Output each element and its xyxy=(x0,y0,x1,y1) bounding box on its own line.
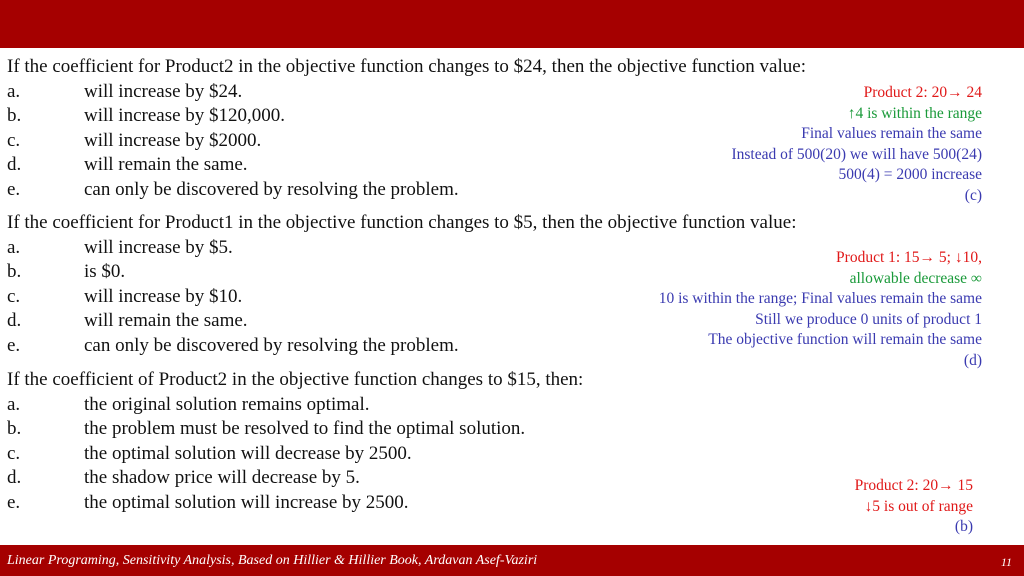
option-text: the problem must be resolved to find the optimal solution. xyxy=(84,418,526,440)
option-text: the optimal solution will increase by 2500. xyxy=(84,491,409,513)
option-text: will increase by $120,000. xyxy=(84,105,286,127)
option-letter: c. xyxy=(7,285,21,307)
option-text: will increase by $24. xyxy=(84,80,243,102)
note-line: Instead of 500(20) we will have 500(24) xyxy=(731,145,982,163)
option-letter: b. xyxy=(7,105,22,127)
option-a xyxy=(7,393,583,418)
question-stem: If the coefficient for Product1 in the objective function changes to $5, then the objective function value: xyxy=(7,212,797,233)
option-letter: a. xyxy=(7,80,21,102)
note-answer: (d) xyxy=(963,351,982,369)
note-line: Final values remain the same xyxy=(801,125,982,142)
option-letter: a. xyxy=(7,393,21,415)
option-text: the optimal solution will decrease by 2500. xyxy=(84,442,412,464)
page-number: 11 xyxy=(1000,555,1012,569)
option-letter: d. xyxy=(7,467,22,489)
option-letter: e. xyxy=(7,178,21,200)
note-line: 10 is within the range; Final values remain the same xyxy=(658,290,982,307)
option-c xyxy=(7,129,806,154)
option-text: will increase by $5. xyxy=(84,236,233,258)
footer-text: Linear Programing, Sensitivity Analysis, Based on Hillier & Hillier Book, Ardavan Asef-Vaziri xyxy=(7,553,538,568)
note-line: Product 2: 20→ 24 xyxy=(863,84,982,101)
option-letter: b. xyxy=(7,418,22,440)
answer-note-3 xyxy=(855,476,973,538)
note-answer: (c) xyxy=(964,186,982,204)
option-text: the shadow price will decrease by 5. xyxy=(84,467,360,489)
question-stem: If the coefficient of Product2 in the objective function changes to $15, then: xyxy=(7,369,584,390)
option-text: will remain the same. xyxy=(84,154,248,176)
question-1 xyxy=(7,55,806,203)
answer-note-2 xyxy=(659,248,982,371)
option-letter: e. xyxy=(7,334,21,356)
option-letter: c. xyxy=(7,129,21,151)
note-answer: (b) xyxy=(954,518,973,535)
option-text: the original solution remains optimal. xyxy=(84,393,370,415)
option-c xyxy=(7,442,583,467)
option-text: can only be discovered by resolving the problem. xyxy=(84,178,459,200)
option-d xyxy=(7,153,806,178)
option-letter: b. xyxy=(7,261,22,283)
option-b xyxy=(7,104,806,129)
note-line: ↑4 is within the range xyxy=(847,104,982,122)
note-line: Still we produce 0 units of product 1 xyxy=(755,310,982,328)
option-text: will remain the same. xyxy=(84,310,248,332)
note-line: 500(4) = 2000 increase xyxy=(838,166,982,183)
option-letter: d. xyxy=(7,310,22,332)
option-letter: e. xyxy=(7,491,21,513)
question-stem: If the coefficient for Product2 in the objective function changes to $24, then the objective function value: xyxy=(7,56,806,77)
note-line: allowable decrease ∞ xyxy=(849,269,982,287)
note-line: The objective function will remain the same xyxy=(708,331,982,348)
option-letter: d. xyxy=(7,154,22,176)
note-line: Product 1: 15→ 5; ↓10, xyxy=(836,249,982,266)
option-e xyxy=(7,491,583,516)
option-e xyxy=(7,178,806,203)
option-letter: a. xyxy=(7,236,21,258)
option-letter: c. xyxy=(7,442,21,464)
option-b xyxy=(7,417,583,442)
option-text: will increase by $10. xyxy=(84,285,243,307)
answer-note-1 xyxy=(731,83,982,206)
note-line: ↓5 is out of range xyxy=(864,497,973,515)
option-a xyxy=(7,80,806,105)
note-line: Product 2: 20→ 15 xyxy=(854,477,973,494)
option-text: can only be discovered by resolving the problem. xyxy=(84,334,459,356)
option-text: is $0. xyxy=(84,261,126,283)
title-bar xyxy=(0,0,1024,48)
option-text: will increase by $2000. xyxy=(84,129,262,151)
option-d xyxy=(7,466,583,491)
footer-bar xyxy=(0,545,1024,576)
question-3 xyxy=(7,368,583,516)
